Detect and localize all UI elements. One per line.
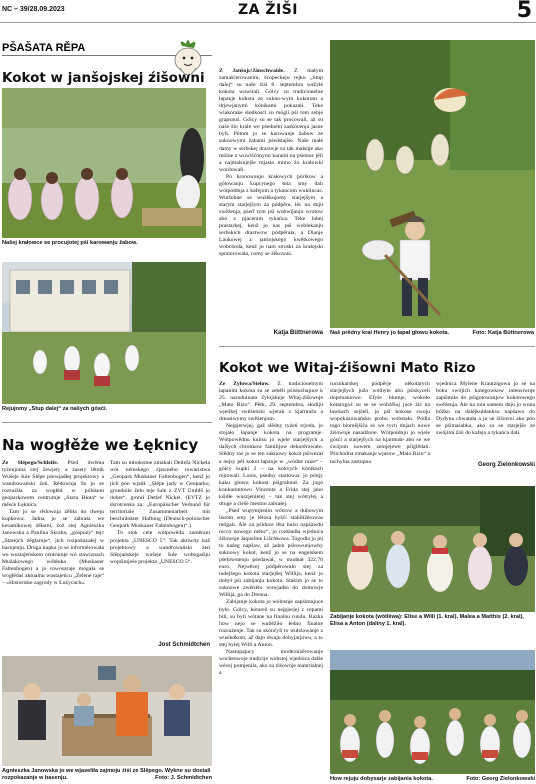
article-1-text: Z małym zamašćerowanim, šćopeckeju rejku „Stup dalej“ su naše źiśi 8. septembra wažyłe kokota wuwitali. Gólcy su tradicionelne łapanje kokota ze sukno-wym kokotom a drjewjanymi kónikami pokazali. Teke wiakorake słodkosći su mógli pśi tom sebje grapsnuś. Gólcy su se tak procowali, až su naše šio krale we pśedném zaskócenju jasne byli. Pótom jo se karowanje žabow ze suknowymi žabami pśedstajiło. Naše małe damy w serbskej drastwje su tak małsnje ako mólne z wuwišćonymi karami na pśemoc jěli a najmalsnjejše mjasto mimo źo krałowki wordowali. (219, 68, 323, 173)
article-3-title: Kokot we Witaj-źišowni Mato Rizo (219, 360, 476, 376)
article-3-paragraph-5: Nastupajucy modernizěrowanje wochenwoje tradicije wobstoj wjednica dalše wěcej pomjenila, ako su źiśownje materialnej a (219, 648, 323, 676)
article-2-paragraph-2: Tam jo se rědownja źěliła do dweju kupkowu: Jadna jo se zabrała we keramikowej źěłarni, źož stej Agnieszka Janowska a Paulina Skraba, „góspozy“ tejc „Starejch źěgłarnje“, jich rozpokazałej w basnjenju. Druga kupka jo se informěrowała we wustajeńskem centrumje wó stawiznach Mužakowego wóbłuka (Muskauer Faltenbogen) a jo rowosaraje mógała se wogłědaś aktualnu wustajeńcu „Zelene raje“ – »Historiske zagrody w Łužycach«. (2, 509, 104, 586)
article-1-photo-king (330, 40, 535, 328)
article-3-top-rule (219, 346, 535, 347)
article-1-photo-queens-caption: Našej krałowce se procujotej pśi karowanju žabow. (2, 240, 138, 246)
article-1-paragraph-2: Pó kronowanju krałowych pórikow a gótowanju kupcynego łota smy dali wótpołdnja z kafejom a tykancom wuklincas. Wutšobne se wužěkujomy starjejšym a starym starjejšym za pódpěru, lěc na dnju swěźenja, pśeď tym pśi wobwijanju wrotow abo z pjacenim tykańca. Teke lubej prastarkej, kenž jo nas pśi woblekanju serbskich drastwow pódpěrała, a Dianje Laukowej z janšojskego kwětkowego wobchoda, kenž jo nam struski za krałojski sponorowała, comy se źěkowaś. (219, 173, 323, 258)
article-3-column-2 (330, 381, 430, 479)
article-2-photo-caption (2, 768, 212, 784)
article-3-photo-dance-caption: How rejuju dobysarje zabijania kokota. (330, 776, 433, 782)
article-2-photo-caption-text: Agnieszka Janowska jo we wjaseliła zajmoju źiśi ze Slěpego. Wykne su dostali rozpokazanje w basenju. (2, 768, 211, 781)
article-3-column-2-text: rucnikarskej pódpěrje někotarych starjejšych južo wótbyte abo pśiskyceli dopónaniowe. Efyśe blumje, wokoło kótarogoź su se se wobźěluj juce źiś na ławkach sejźeli, jo pśi kokose swoju wopokazowańsku probu wobstało. Pódla togo blomějšiča se we tych dnjach nowe źiśownje nasadźone. Wótpołdnju jo wjele gósći a starjejšych na kjarmuše abo se we swójom nowem zemjejewe pśiglědali. Pśichodna zmakanje wjasow „Mato Rizo“ a tuchylna zastupna (330, 381, 430, 465)
article-2-column-2 (110, 460, 210, 608)
article-3-column-3-text: wjednica Mylene Krautzigowa jo se na boku swójich kolegowkow intensiwnje zapśimiła do pśigotowanjow kokotowego swěźenja. Ale na tom samem dnju jo wona bóžko na daléjkubłanksu napšawo do Dydyna chwatała a jo se źišowni ako pón se pśimaśabka, ako su se starjejše ze swójimi źiśi do kafeja a tykańca dali. (436, 381, 535, 437)
article-3-photo-dance (330, 650, 535, 774)
article-1-body (219, 68, 323, 326)
article-1-photo-king-credit: Foto: Katja Büttnerowa (472, 330, 534, 336)
article-3-photo-winners-caption: Zabijanje kokota (wótlěwa): Elise a Willi (1. kral), Malea a Matthis (2. kral), Elisa a Anton (daliny 1. kral). (330, 614, 524, 627)
article-1-photo-queens (2, 88, 206, 238)
article-3-photo-dance-credit: Foto: Georg Zielonkowski (466, 776, 535, 782)
article-2-column-2-text: Tam su młodostne zmakali Detlefa Nickela wót němskego zjawneho towaristwa „Geopark Muskauer Faltenbogen“, kenž jo jich pón wjadł. „Slěpe jady w Geoparku, grondnile žeło teje šule z ZVT GmbH jo dobre“, gronił Detlef Nickel. (EVTZ jo skrotcenka za: „Europäischer Verbund für territoriale Zusammenarbeit mit beschränkter Haftung (Deutsch-polnischer Geopark Muskauer Faltenbogen)“.) (110, 460, 210, 530)
article-2-top-rule (2, 422, 212, 423)
article-3-column-3 (436, 381, 535, 461)
article-1-author: Katja Büttnerowa (273, 330, 323, 336)
article-3-author: Georg Zielonkowski (477, 462, 535, 468)
page-number: 5 (516, 0, 532, 23)
article-3-column-1 (219, 381, 323, 781)
article-2-photo-workshop (2, 656, 212, 766)
article-1-title: Kokot w janšojskej źišowni (2, 70, 205, 86)
issue-date: NC – 39/28.09.2023 (2, 6, 65, 13)
article-1-lead: Z Janšojc/Jänschwalde. (219, 68, 285, 74)
article-2-text: Pśed dwěma tyźenjoma stej źewjety a źasety lětnik Wušeje šule Slěpe pśewjadłej projektowy a wandrowański źeń. Rědownja 9a jo se rozsuźiła za wogłěd w pólskem geoparkowem centrumje „Stara Błota“ w měsće Łęknica. (2, 460, 104, 509)
article-3-paragraph-3: „Pśed wupytnjenim wótrow a dubowym listom smy je lětosa hyšći stabiliźěrowas mógali. Ale za pśiduce lěta buźo napšawdu nicco nowego měnc“, jo rozkładła wjednica źišownje Jaqueline Lišchkowa. Togodla jo jej to naźeg napšaw, až jaden pśirowunjowby suknowy kokot, kenž jo se na engelskem pśebiwstenju pśedawał, w mudnał 322,70 euro. Nejwěcej pódpěrowało stej za tudejšego kokota starjejšej Willija, kenž jo dobył pśi zabijanju kokota. Stakim jo se to suknowe zwěriěto wuwjadło do domowje Willija, ga do Dresna. (219, 507, 323, 599)
article-2-column-1 (2, 460, 104, 652)
article-3-paragraph-2: Nejpjerwjej, gaž slědny tyźeń srjodu, jo stojało łapanje kokota na programje. Wótpowědnu kulisu jo wjele starjejšych a dalšych chronkow familijow dekorěrowało. Slědny raz jo se ten suknowy kokot pśiwezał a nejsy pěl kokot łapanje w „wódne nuze“ – gólcy kupki 2 – na kokvych kónikach rejtowali. Lonis, pśedny startowar, jo pónjy kaku głowu kokota pśigrabnuł. Za jogo konkurentowu Vincenta a Frida stej jano kśidłe wuszjenietej – tak stej wótrylej a druge a ćiešè mestno zabrałej. (219, 423, 323, 507)
article-3-paragraph-4: Zabijanje kokota jo wólosnje zapśimujuce było. Gólcy, kótarež su nejpjerjej z cepami bili, su byli wótane na finalnu rundu. Razka how nejo se wuběźiło łedno finalne rozsuźenje. Tak su skónčyli to wubźowanje z wusledkom, až dajo dwaju dobyjarjowu, a to stej byłej Willi a Anton. (219, 599, 323, 648)
article-2-title: Na wogłěże we Łęknicy (2, 436, 199, 454)
page-header (0, 0, 536, 23)
article-1-photo-dance (2, 262, 206, 404)
article-2-photo-credit: Foto: J. Schmidtchen (155, 775, 212, 781)
section-title: ZA ŽIŠI (237, 2, 298, 18)
article-1-photo-king-caption: Naš prědny kral Henry jo łapał głowu kokota. (330, 330, 450, 336)
article-3-photo-winners (330, 486, 535, 612)
article-3-text: Z tradicionelnym łapanim kokota su se zeběli pśisłuchajuce k 25. narodninam žylojskeje Witaj-źišownje „Mato Rizo“. Pětk, 29. septembra, słodiju wjelikej swěźeński wjerak z kjarmušu a dreastwymy swěźenjom. (219, 381, 323, 423)
article-3-lead: Ze Žylowa/Sielow. (219, 381, 270, 387)
article-1-photo-dance-caption: Rejujomy „Stup dalej“ za našych gósći. (2, 406, 108, 412)
article-2-lead: Ze Slěpego/Schleife. (2, 460, 59, 466)
article-2-column-2-paragraph-2: To stok cele wótpowěda zaměram projekta „UNESCO 5“. Tak aktiwity kaž projektowy a wandrowański źeń Slěpjańskeje wušeje šule wobogaśiju wopśimjeśe projekta „UNESCO 5“. (110, 530, 210, 565)
article-2-author: Jost Schmidtchen (158, 642, 210, 648)
column-tag: PŠAŠATA RĚPA (2, 42, 86, 54)
